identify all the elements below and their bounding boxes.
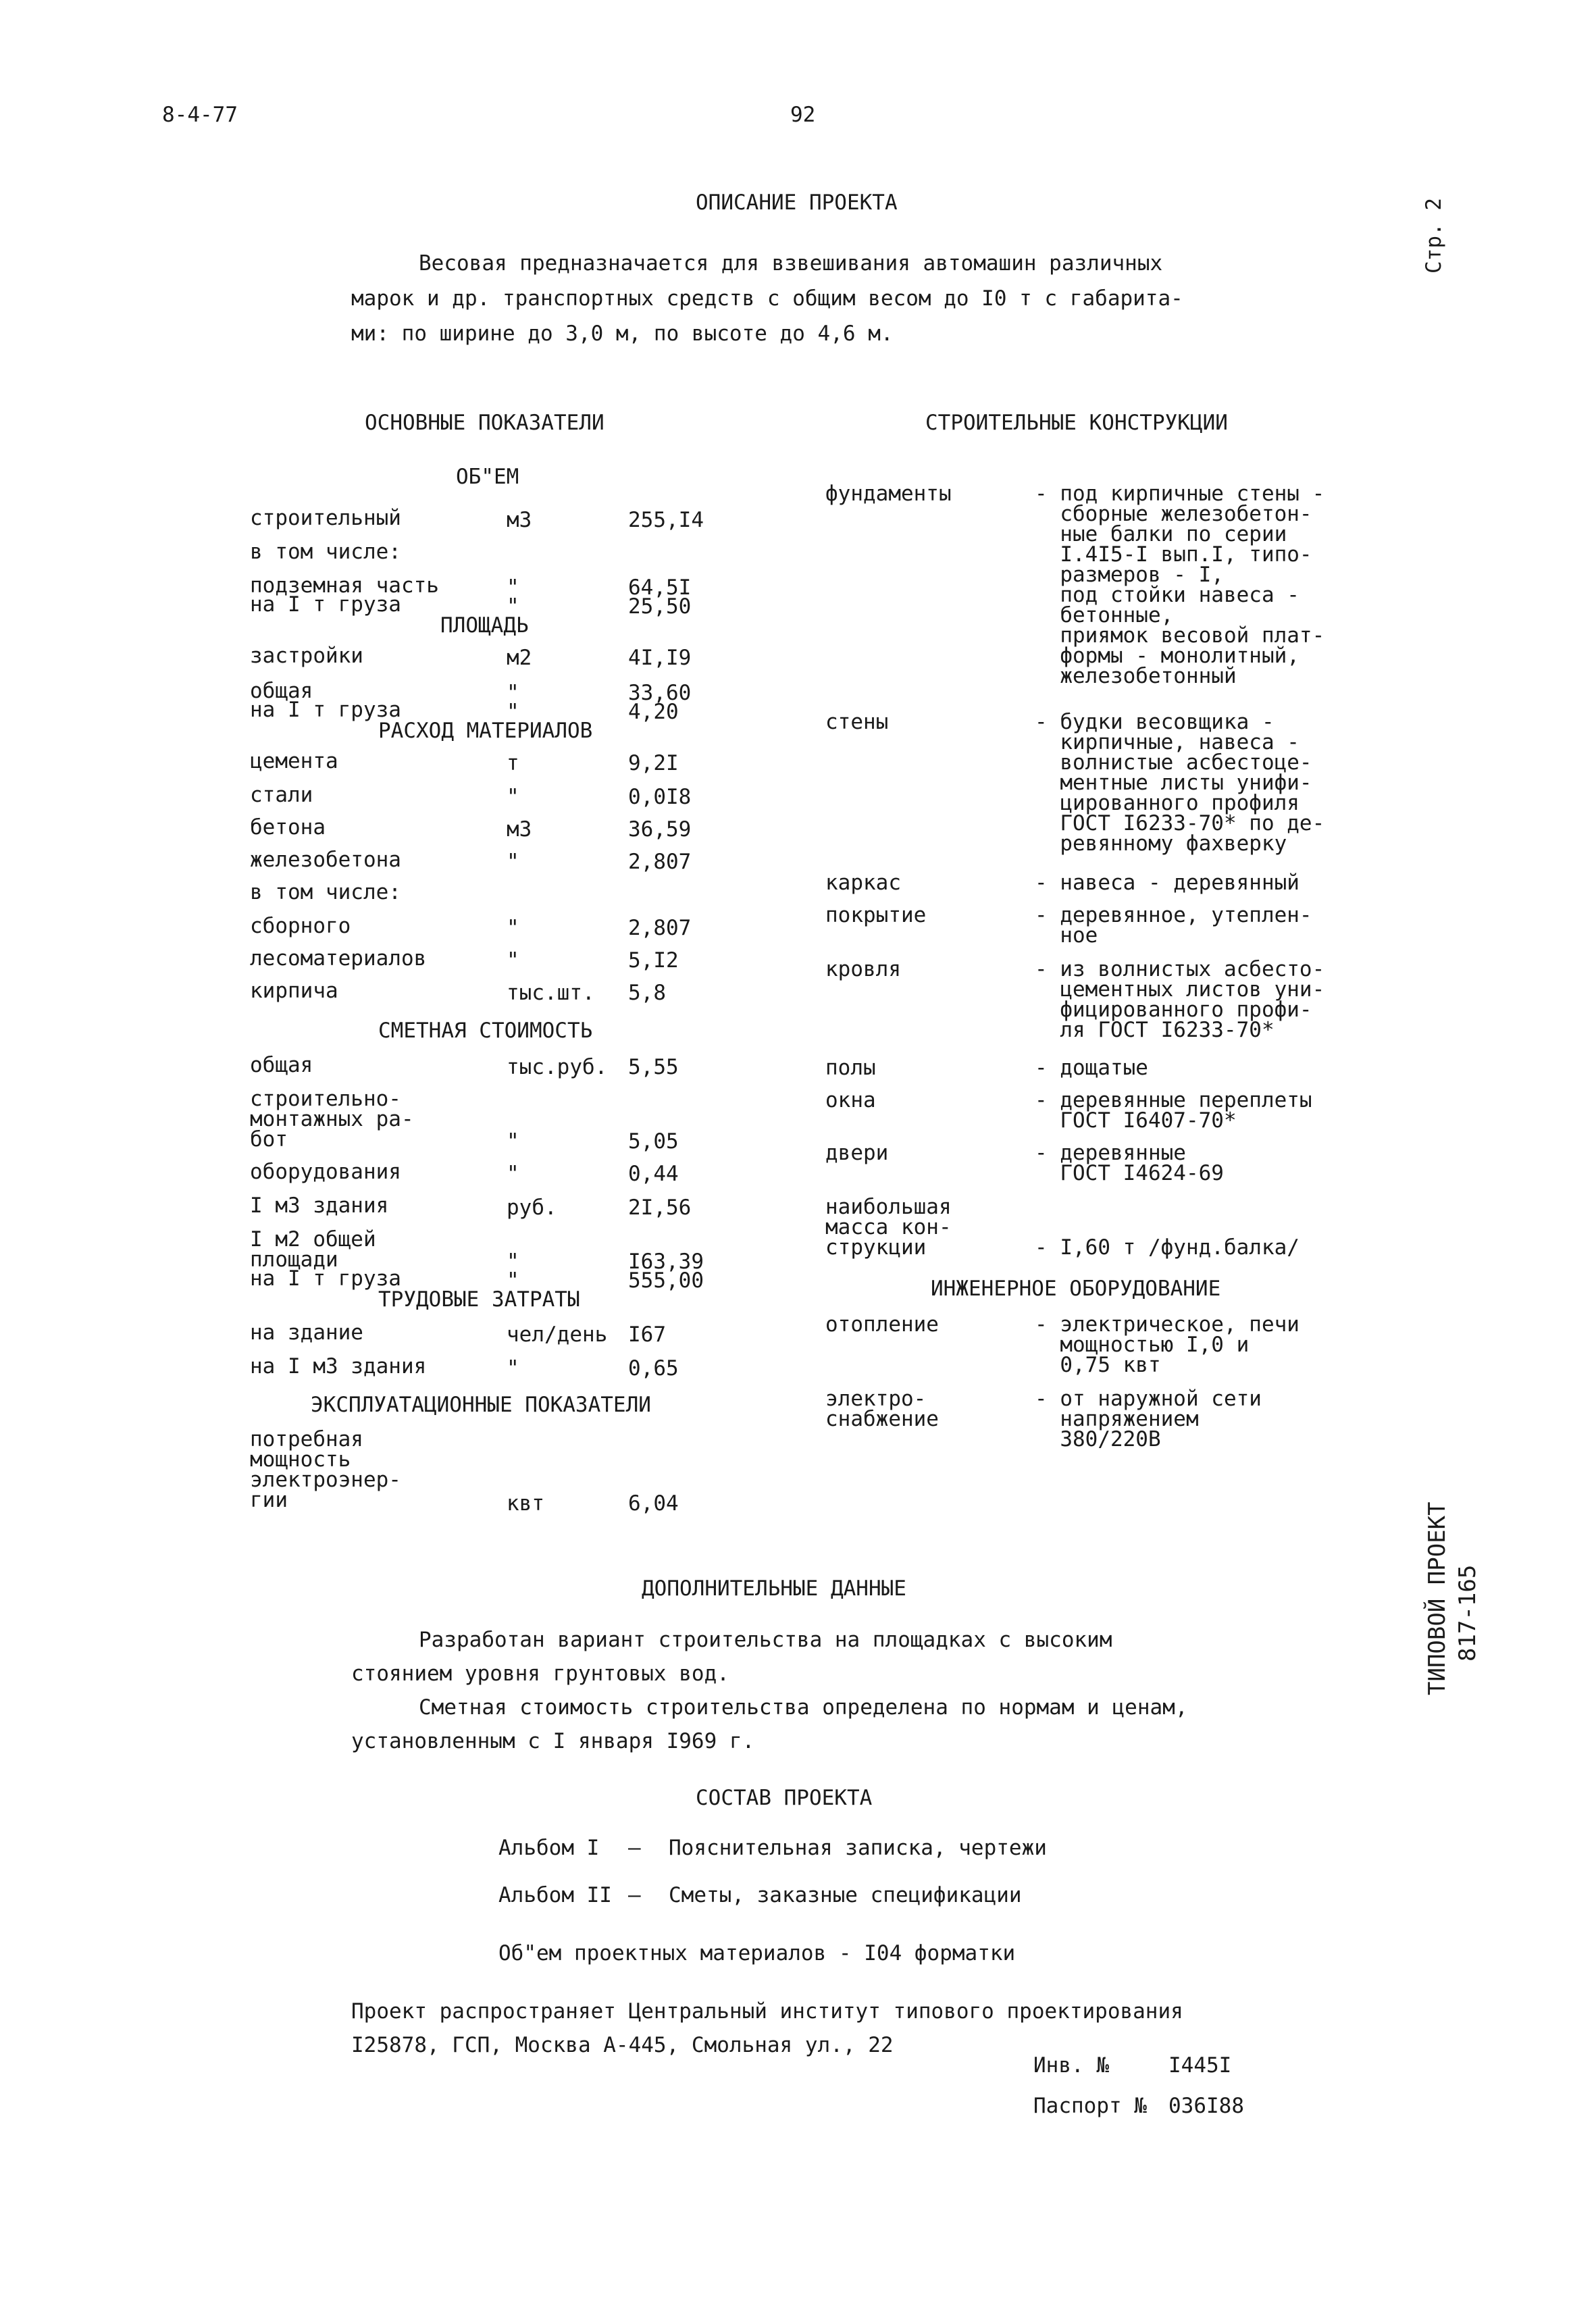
construction-desc: - от наружной сети напряжением 380/220В bbox=[1035, 1387, 1262, 1451]
indicator-value: 555,00 bbox=[628, 1268, 704, 1293]
indicator-value: 5,I2 bbox=[628, 948, 679, 973]
indicator-name: на I т груза bbox=[250, 698, 401, 722]
indicator-name: общая bbox=[250, 1053, 313, 1077]
indicators-title: ОСНОВНЫЕ ПОКАЗАТЕЛИ bbox=[365, 411, 604, 435]
indicator-row bbox=[250, 1055, 804, 1079]
description-line-1: Весовая предназначается для взвешивания автомашин различных bbox=[419, 251, 1163, 276]
description-title: ОПИСАНИЕ ПРОЕКТА bbox=[696, 190, 898, 215]
labor-title: ТРУДОВЫЕ ЗАТРАТЫ bbox=[378, 1287, 580, 1312]
construction-name: каркас bbox=[825, 871, 901, 895]
indicator-value: 0,44 bbox=[628, 1162, 679, 1186]
indicator-name: железобетона bbox=[250, 848, 401, 872]
construction-desc: - деревянные переплеты ГОСТ I6407-70* bbox=[1035, 1088, 1312, 1133]
constructions-title: СТРОИТЕЛЬНЫЕ КОНСТРУКЦИИ bbox=[925, 411, 1228, 435]
description-line-2: марок и др. транспортных средств с общим весом до I0 т с габарита- bbox=[351, 286, 1183, 311]
construction-desc: - деревянное, утеплен- ное bbox=[1035, 903, 1312, 948]
side-stamp-title: ТИПОВОЙ ПРОЕКТ bbox=[1424, 1501, 1451, 1695]
indicator-unit: " bbox=[507, 1129, 519, 1154]
indicator-name: I м2 общей площади bbox=[250, 1227, 376, 1272]
construction-name: наибольшая масса кон- струкции bbox=[825, 1195, 952, 1260]
materials-volume-line: Об"ем проектных материалов - I04 форматки bbox=[498, 1941, 1016, 1965]
operation-title: ЭКСПЛУАТАЦИОННЫЕ ПОКАЗАТЕЛИ bbox=[311, 1393, 651, 1417]
indicator-value: 2I,56 bbox=[628, 1195, 692, 1220]
construction-desc: - под кирпичные стены - сборные железобетон- ные балки по серии I.4I5-I вып.I, типо- размеров - I, под стойки навеса - бетонные, приямок весовой плат- формы - монолитный, железобетонный bbox=[1035, 482, 1325, 688]
indicator-name: общая bbox=[250, 679, 313, 703]
passport-label: Паспорт № bbox=[1033, 2094, 1147, 2118]
indicator-unit: тыс.шт. bbox=[507, 981, 595, 1005]
indicator-name: лесоматериалов bbox=[250, 946, 427, 971]
construction-desc: - электрическое, печи мощностью I,0 и 0,75 квт bbox=[1035, 1312, 1299, 1377]
indicator-row bbox=[250, 646, 804, 670]
indicator-unit: " bbox=[507, 1250, 519, 1274]
construction-desc: - навеса - деревянный bbox=[1035, 871, 1299, 895]
indicator-name: на I м3 здания bbox=[250, 1354, 427, 1379]
indicator-name: цемента bbox=[250, 749, 338, 773]
indicator-name: на I т груза bbox=[250, 592, 401, 617]
indicator-unit: руб. bbox=[507, 1195, 557, 1220]
indicator-name: оборудования bbox=[250, 1160, 401, 1184]
indicator-value: 9,2I bbox=[628, 751, 679, 775]
indicator-unit: т bbox=[507, 751, 519, 775]
construction-name: полы bbox=[825, 1056, 876, 1080]
indicator-unit: " bbox=[507, 575, 519, 600]
document-code: 8-4-77 bbox=[162, 103, 238, 127]
additional-line-4: установленным с I января I969 г. bbox=[351, 1729, 755, 1753]
side-stamp-number: 817-165 bbox=[1454, 1564, 1481, 1662]
construction-name: двери bbox=[825, 1141, 889, 1165]
indicator-unit: " bbox=[507, 948, 519, 973]
materials-title: РАСХОД МАТЕРИАЛОВ bbox=[378, 719, 593, 743]
indicator-row bbox=[250, 542, 804, 566]
indicator-row bbox=[250, 1429, 804, 1517]
indicator-value: 2,807 bbox=[628, 916, 692, 940]
construction-name: электро- снабжение bbox=[825, 1387, 939, 1431]
volume-title: ОБ"ЕМ bbox=[456, 465, 519, 489]
indicator-value: 2,807 bbox=[628, 850, 692, 874]
construction-name: стены bbox=[825, 710, 889, 734]
construction-desc: - будки весовщика - кирпичные, навеса - волнистые асбестоце- ментные листы унифи- цированного профиля ГОСТ I6233-70* по де- ревянному фахверку bbox=[1035, 710, 1325, 856]
inventory-number: I445I bbox=[1168, 2053, 1232, 2078]
indicator-row bbox=[250, 948, 804, 973]
album-dash: – bbox=[628, 1883, 641, 1907]
indicator-unit: квт bbox=[507, 1491, 544, 1516]
indicator-value: 255,I4 bbox=[628, 508, 704, 532]
construction-desc: - из волнистых асбесто- цементных листов уни- фицированного профи- ля ГОСТ I6233-70* bbox=[1035, 957, 1325, 1042]
indicator-row bbox=[250, 882, 804, 906]
album-dash: – bbox=[628, 1836, 641, 1860]
additional-line-1: Разработан вариант строительства на площадках с высоким bbox=[419, 1628, 1112, 1652]
additional-title: ДОПОЛНИТЕЛЬНЫЕ ДАННЫЕ bbox=[642, 1576, 906, 1601]
indicator-name: подземная часть bbox=[250, 573, 439, 598]
indicator-unit: " bbox=[507, 1356, 519, 1381]
indicator-unit: м3 bbox=[507, 817, 532, 842]
page-number: 92 bbox=[790, 103, 816, 127]
address-line: I25878, ГСП, Москва А-445, Смольная ул., 22 bbox=[351, 2033, 894, 2057]
indicator-row bbox=[250, 1162, 804, 1186]
indicator-unit: " bbox=[507, 850, 519, 874]
construction-desc: - I,60 т /фунд.балка/ bbox=[1035, 1235, 1299, 1260]
construction-name: окна bbox=[825, 1088, 876, 1112]
indicator-name: бетона bbox=[250, 815, 326, 840]
indicator-unit: " bbox=[507, 916, 519, 940]
indicator-unit: тыс.руб. bbox=[507, 1055, 608, 1079]
indicator-unit: " bbox=[507, 681, 519, 705]
indicator-name: потребная мощность электроэнер- гии bbox=[250, 1427, 401, 1512]
indicator-row bbox=[250, 981, 804, 1005]
construction-name: фундаменты bbox=[825, 482, 952, 506]
indicator-name: кирпича bbox=[250, 979, 338, 1003]
indicator-name: застройки bbox=[250, 644, 363, 668]
album-label: Альбом II bbox=[498, 1883, 612, 1907]
construction-name: кровля bbox=[825, 957, 901, 981]
indicator-value: 5,05 bbox=[628, 1129, 679, 1154]
indicator-row bbox=[250, 817, 804, 842]
indicator-value: 36,59 bbox=[628, 817, 692, 842]
indicator-name: в том числе: bbox=[250, 880, 401, 904]
construction-name: покрытие bbox=[825, 903, 927, 927]
indicator-row bbox=[250, 1195, 804, 1220]
indicator-row bbox=[250, 1356, 804, 1381]
indicator-name: на I т груза bbox=[250, 1266, 401, 1291]
indicator-value: 25,50 bbox=[628, 594, 692, 619]
indicator-unit: " bbox=[507, 1268, 519, 1293]
indicator-row bbox=[250, 508, 804, 532]
indicator-value: 64,5I bbox=[628, 575, 692, 600]
engineering-title: ИНЖЕНЕРНОЕ ОБОРУДОВАНИЕ bbox=[931, 1277, 1221, 1301]
indicator-row bbox=[250, 751, 804, 775]
indicator-value: I63,39 bbox=[628, 1250, 704, 1274]
indicator-unit: " bbox=[507, 785, 519, 809]
indicator-name: строительный bbox=[250, 506, 401, 530]
indicator-row bbox=[250, 1089, 804, 1154]
indicator-unit: м3 bbox=[507, 508, 532, 532]
indicator-name: на здание bbox=[250, 1320, 363, 1345]
indicator-unit: чел/день bbox=[507, 1322, 608, 1347]
indicator-value: 0,0I8 bbox=[628, 785, 692, 809]
construction-name: отопление bbox=[825, 1312, 939, 1337]
indicator-value: 4,20 bbox=[628, 700, 679, 724]
indicator-value: 5,55 bbox=[628, 1055, 679, 1079]
indicator-name: строительно- монтажных ра- бот bbox=[250, 1087, 414, 1152]
indicator-unit: м2 bbox=[507, 646, 532, 670]
indicator-row bbox=[250, 1322, 804, 1347]
construction-desc: - деревянные ГОСТ I4624-69 bbox=[1035, 1141, 1224, 1185]
additional-line-2: стоянием уровня грунтовых вод. bbox=[351, 1662, 729, 1686]
cost-title: СМЕТНАЯ СТОИМОСТЬ bbox=[378, 1019, 593, 1043]
indicator-row bbox=[250, 850, 804, 874]
indicator-row bbox=[250, 785, 804, 809]
area-title: ПЛОЩАДЬ bbox=[440, 613, 529, 638]
album-text: Пояснительная записка, чертежи bbox=[669, 1836, 1047, 1860]
description-line-3: ми: по ширине до 3,0 м, по высоте до 4,6 м. bbox=[351, 322, 894, 346]
indicator-unit: " bbox=[507, 594, 519, 619]
construction-desc: - дощатые bbox=[1035, 1056, 1148, 1080]
inventory-label: Инв. № bbox=[1033, 2053, 1109, 2078]
indicator-value: 33,60 bbox=[628, 681, 692, 705]
indicator-unit: " bbox=[507, 1162, 519, 1186]
indicator-value: 5,8 bbox=[628, 981, 666, 1005]
indicator-name: в том числе: bbox=[250, 540, 401, 564]
indicator-row bbox=[250, 916, 804, 940]
distributor-line: Проект распространяет Центральный институт типового проектирования bbox=[351, 1999, 1183, 2024]
additional-line-3: Сметная стоимость строительства определена по нормам и ценам, bbox=[419, 1695, 1188, 1720]
indicator-value: 4I,I9 bbox=[628, 646, 692, 670]
passport-number: 036I88 bbox=[1168, 2094, 1244, 2118]
indicator-name: стали bbox=[250, 783, 313, 807]
indicator-unit: " bbox=[507, 700, 519, 724]
side-page-label: Стр. 2 bbox=[1422, 198, 1446, 274]
indicator-value: I67 bbox=[628, 1322, 666, 1347]
indicator-value: 6,04 bbox=[628, 1491, 679, 1516]
indicator-value: 0,65 bbox=[628, 1356, 679, 1381]
album-text: Сметы, заказные спецификации bbox=[669, 1883, 1022, 1907]
composition-title: СОСТАВ ПРОЕКТА bbox=[696, 1786, 873, 1810]
album-label: Альбом I bbox=[498, 1836, 600, 1860]
indicator-name: сборного bbox=[250, 914, 351, 938]
indicator-name: I м3 здания bbox=[250, 1193, 389, 1218]
